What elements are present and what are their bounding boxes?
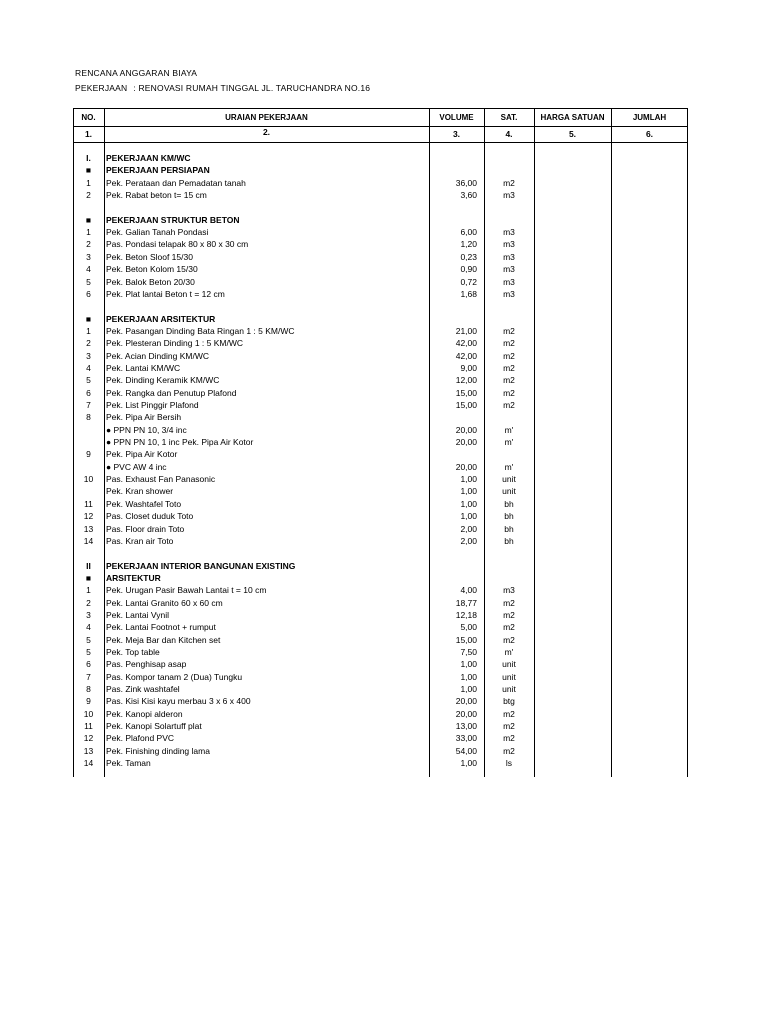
table-row xyxy=(73,238,688,250)
table-row xyxy=(73,300,688,312)
table-row xyxy=(73,473,688,485)
row-number: 10 xyxy=(83,474,94,485)
table-row xyxy=(73,374,688,386)
row-description: Pek. Top table xyxy=(106,647,160,657)
row-unit: m3 xyxy=(503,276,515,287)
table-row xyxy=(73,177,688,189)
row-unit: m' xyxy=(504,424,514,435)
row-description: Pas. Zink washtafel xyxy=(106,684,180,695)
table-row xyxy=(73,498,688,510)
row-number: 11 xyxy=(84,721,93,732)
project-line xyxy=(75,83,370,93)
row-volume: 0,90 xyxy=(460,264,477,275)
row-description: Pas. Penghisap asap xyxy=(106,659,187,670)
row-description: PEKERJAAN KM/WC xyxy=(106,153,191,163)
col-header-volume: VOLUME xyxy=(439,113,474,122)
table-row xyxy=(73,214,688,226)
row-number: 6 xyxy=(86,288,91,299)
row-description: ● PPN PN 10, 1 inc Pek. Pipa Air Kotor xyxy=(106,437,254,448)
row-unit: m' xyxy=(504,437,514,448)
table-row xyxy=(73,226,688,238)
row-description: Pek. Pasangan Dinding Bata Ringan 1 : 5 KM/WC xyxy=(106,325,295,336)
row-description: Pek. Plafond PVC xyxy=(106,733,175,744)
col-number-uraian: 2. xyxy=(262,127,271,137)
row-volume: 36,00 xyxy=(455,177,477,188)
table-row xyxy=(73,350,688,362)
table-row xyxy=(73,424,688,436)
row-unit: unit xyxy=(502,671,516,682)
table-row xyxy=(73,745,688,757)
row-description: Pek. Galian Tanah Pondasi xyxy=(106,227,209,238)
row-unit: m2 xyxy=(503,622,515,633)
table-row xyxy=(73,584,688,596)
table-row xyxy=(73,276,688,288)
row-description: Pek. Kanopi alderon xyxy=(106,708,183,719)
row-number: 5 xyxy=(86,634,91,645)
row-unit: m3 xyxy=(503,288,515,299)
row-unit: m2 xyxy=(503,325,515,336)
row-volume: 20,00 xyxy=(455,708,477,719)
col-header-jumlah: JUMLAH xyxy=(632,113,667,122)
row-description: Pek. Kanopi Solartuff plat xyxy=(106,721,202,732)
row-description: Pek. Beton Sloof 15/30 xyxy=(106,251,193,262)
row-number: 8 xyxy=(86,684,91,695)
row-unit: m2 xyxy=(503,708,515,719)
row-volume: 1,00 xyxy=(460,474,477,485)
col-number-volume: 3. xyxy=(452,129,461,139)
row-description: PEKERJAAN PERSIAPAN xyxy=(106,165,210,176)
table-row xyxy=(73,448,688,460)
row-unit: ls xyxy=(505,758,513,769)
row-unit: m2 xyxy=(503,609,515,620)
row-description: Pek. Acian Dinding KM/WC xyxy=(106,350,209,361)
row-number: 7 xyxy=(86,400,91,410)
row-description: Pek. Lantai KM/WC xyxy=(106,362,181,373)
row-unit: m3 xyxy=(503,585,515,596)
row-number: 5 xyxy=(86,276,91,287)
row-unit: unit xyxy=(502,659,516,670)
row-number: 5 xyxy=(86,647,91,657)
row-description: Pek. Beton Kolom 15/30 xyxy=(106,264,198,275)
table-row xyxy=(73,164,688,176)
row-number: 4 xyxy=(86,362,91,373)
row-unit: m2 xyxy=(503,177,515,188)
table-row xyxy=(73,436,688,448)
row-volume: 1,00 xyxy=(460,659,477,670)
row-number: 4 xyxy=(86,264,91,275)
row-volume: 15,00 xyxy=(455,400,477,410)
row-number: 12 xyxy=(83,733,94,744)
row-volume: 1,00 xyxy=(460,758,477,769)
row-unit: m' xyxy=(504,461,514,472)
row-unit: bh xyxy=(504,498,514,509)
row-number: 3 xyxy=(86,251,91,262)
table-row xyxy=(73,337,688,349)
row-description: Pek. Kran shower xyxy=(106,486,174,497)
row-volume: 2,00 xyxy=(460,535,477,546)
row-description: Pek. Urugan Pasir Bawah Lantai t = 10 cm xyxy=(106,585,267,596)
row-number: 8 xyxy=(86,412,91,423)
table-row xyxy=(73,547,688,559)
col-header-sat: SAT. xyxy=(500,113,518,122)
col-number-jumlah: 6. xyxy=(645,129,654,139)
row-description: Pas. Kisi Kisi kayu merbau 3 x 6 x 400 xyxy=(106,696,251,707)
table-row xyxy=(73,732,688,744)
row-unit: m2 xyxy=(503,350,515,361)
row-volume: 2,00 xyxy=(460,523,477,534)
table-row xyxy=(73,708,688,720)
table-row xyxy=(73,510,688,522)
row-description: ● PVC AW 4 inc xyxy=(106,461,167,472)
row-description: Pas. Kran air Toto xyxy=(106,535,174,546)
row-volume: 4,00 xyxy=(460,585,477,596)
row-unit: m3 xyxy=(503,251,515,262)
table-row xyxy=(73,671,688,683)
row-volume: 1,00 xyxy=(460,684,477,695)
row-description: Pek. Washtafel Toto xyxy=(106,498,182,509)
row-unit: m3 xyxy=(503,227,515,238)
row-description: Pek. Lantai Granito 60 x 60 cm xyxy=(106,597,223,608)
table-row xyxy=(73,634,688,646)
row-description: Pas. Kompor tanam 2 (Dua) Tungku xyxy=(106,671,243,682)
row-number: 9 xyxy=(86,449,91,460)
row-volume: 20,00 xyxy=(455,461,477,472)
row-unit: m2 xyxy=(503,634,515,645)
row-unit: m2 xyxy=(503,721,515,732)
row-number: 12 xyxy=(83,511,94,522)
row-unit: btg xyxy=(503,696,515,707)
row-description: PEKERJAAN STRUKTUR BETON xyxy=(106,214,240,225)
row-number: 4 xyxy=(86,622,91,633)
row-description: Pek. Rabat beton t= 15 cm xyxy=(106,190,207,201)
document-title: RENCANA ANGGARAN BIAYA xyxy=(75,68,198,78)
row-number: 2 xyxy=(86,190,91,201)
row-number: 3 xyxy=(86,609,91,620)
row-volume: 15,00 xyxy=(455,387,477,398)
row-unit: m2 xyxy=(503,362,515,373)
project-label: PEKERJAAN xyxy=(75,83,128,93)
row-volume: 18,77 xyxy=(455,597,477,608)
row-description: Pek. Lantai Footnot + rumput xyxy=(106,622,216,633)
row-description: Pek. Plat lantai Beton t = 12 cm xyxy=(106,288,225,299)
row-number: 6 xyxy=(86,387,91,398)
row-description: Pek. Pipa Air Bersih xyxy=(106,412,182,423)
table-row xyxy=(73,362,688,374)
table-row xyxy=(73,720,688,732)
table-row xyxy=(73,399,688,411)
table-row xyxy=(73,325,688,337)
row-volume: 1,68 xyxy=(460,288,477,299)
row-number: 2 xyxy=(86,338,91,349)
row-number: ■ xyxy=(85,313,92,324)
row-volume: 12,18 xyxy=(455,609,477,620)
row-volume: 20,00 xyxy=(455,696,477,707)
row-volume: 0,72 xyxy=(460,276,477,287)
table-row xyxy=(73,560,688,572)
row-description: ARSITEKTUR xyxy=(106,572,161,583)
row-unit: m2 xyxy=(503,400,515,410)
row-description: Pek. Lantai Vynil xyxy=(106,609,169,620)
row-number: II xyxy=(86,560,91,571)
row-description: ● PPN PN 10, 3/4 inc xyxy=(106,424,187,435)
col-header-harga: HARGA SATUAN xyxy=(540,113,605,122)
table-row xyxy=(73,695,688,707)
row-volume: 5,00 xyxy=(460,622,477,633)
row-number: ■ xyxy=(85,572,92,583)
row-number: 6 xyxy=(86,659,91,670)
row-volume: 1,20 xyxy=(460,239,477,250)
row-number: 2 xyxy=(86,597,91,608)
table-row xyxy=(73,263,688,275)
table-row xyxy=(73,683,688,695)
row-description: Pas. Closet duduk Toto xyxy=(106,511,194,522)
table-row xyxy=(73,757,688,769)
row-description: Pek. Dinding Keramik KM/WC xyxy=(106,375,220,386)
table-row xyxy=(73,288,688,300)
row-volume: 13,00 xyxy=(455,721,477,732)
row-description: Pek. List Pinggir Plafond xyxy=(106,400,199,410)
row-description: Pas. Floor drain Toto xyxy=(106,523,185,534)
row-unit: m3 xyxy=(503,264,515,275)
row-number: 7 xyxy=(86,671,91,682)
row-volume: 1,00 xyxy=(460,498,477,509)
row-number: 13 xyxy=(83,745,94,756)
table-row xyxy=(73,609,688,621)
table-row xyxy=(73,535,688,547)
row-description: Pek. Balok Beton 20/30 xyxy=(106,276,195,287)
row-number: ■ xyxy=(85,214,92,225)
row-unit: bh xyxy=(504,523,514,534)
row-number: 5 xyxy=(86,375,91,386)
row-volume: 15,00 xyxy=(455,634,477,645)
table-row xyxy=(73,411,688,423)
row-description: Pek. Plesteran Dinding 1 : 5 KM/WC xyxy=(106,338,244,349)
row-volume: 0,23 xyxy=(460,251,477,262)
row-description: PEKERJAAN ARSITEKTUR xyxy=(106,313,216,324)
row-volume: 12,00 xyxy=(455,375,477,386)
row-number: ■ xyxy=(85,165,92,176)
col-number-sat: 4. xyxy=(505,129,513,139)
row-unit: m3 xyxy=(503,190,515,201)
row-number: 13 xyxy=(83,523,94,534)
row-unit: m2 xyxy=(503,745,515,756)
row-number: I. xyxy=(86,153,91,163)
row-unit: unit xyxy=(502,486,516,497)
col-header-uraian: URAIAN PEKERJAAN xyxy=(225,113,308,122)
row-volume: 20,00 xyxy=(455,424,477,435)
row-description: Pek. Pipa Air Kotor xyxy=(106,449,178,460)
row-description: Pas. Pondasi telapak 80 x 80 x 30 cm xyxy=(106,239,249,250)
row-number: 1 xyxy=(86,325,91,336)
row-unit: m3 xyxy=(503,239,515,250)
row-number: 1 xyxy=(86,227,91,238)
row-description: Pek. Meja Bar dan Kitchen set xyxy=(106,634,221,645)
row-number: 9 xyxy=(86,696,91,707)
row-description: Pek. Finishing dinding lama xyxy=(106,745,210,756)
row-description: Pek. Rangka dan Penutup Plafond xyxy=(106,387,237,398)
number-row-divider xyxy=(73,142,688,143)
row-description: Pek. Perataan dan Pemadatan tanah xyxy=(106,177,246,188)
project-value: : RENOVASI RUMAH TINGGAL JL. TARUCHANDRA NO.16 xyxy=(133,83,371,93)
row-unit: m' xyxy=(504,647,514,657)
row-volume: 42,00 xyxy=(455,350,477,361)
row-volume: 9,00 xyxy=(460,362,477,373)
table-row xyxy=(73,201,688,213)
table-row xyxy=(73,251,688,263)
row-volume: 42,00 xyxy=(455,338,477,349)
row-number: 14 xyxy=(83,758,94,769)
table-row xyxy=(73,646,688,658)
row-unit: m2 xyxy=(503,338,515,349)
row-number: 2 xyxy=(86,239,91,250)
row-volume: 1,00 xyxy=(460,671,477,682)
row-volume: 33,00 xyxy=(455,733,477,744)
row-description: Pek. Taman xyxy=(106,758,151,769)
row-unit: bh xyxy=(504,535,514,546)
row-unit: bh xyxy=(504,511,514,522)
table-row xyxy=(73,621,688,633)
col-number-harga: 5. xyxy=(568,129,577,139)
table-row xyxy=(73,461,688,473)
row-volume: 20,00 xyxy=(455,437,477,448)
row-unit: m2 xyxy=(503,597,515,608)
table-row xyxy=(73,597,688,609)
row-number: 14 xyxy=(83,535,94,546)
row-volume: 1,00 xyxy=(460,486,477,497)
row-number: 10 xyxy=(83,708,94,719)
table-row xyxy=(73,658,688,670)
row-volume: 7,50 xyxy=(460,647,477,657)
row-unit: m2 xyxy=(503,375,515,386)
row-volume: 21,00 xyxy=(455,325,477,336)
col-number-no: 1. xyxy=(84,129,93,139)
row-description: PEKERJAAN INTERIOR BANGUNAN EXISTING xyxy=(106,560,296,571)
row-number: 1 xyxy=(86,585,91,596)
row-description: Pas. Exhaust Fan Panasonic xyxy=(106,474,216,485)
table-row xyxy=(73,313,688,325)
row-volume: 6,00 xyxy=(460,227,477,238)
row-number: 11 xyxy=(84,498,93,509)
row-unit: unit xyxy=(502,474,516,485)
table-row xyxy=(73,572,688,584)
table-row xyxy=(73,152,688,164)
row-volume: 54,00 xyxy=(455,745,477,756)
table-row xyxy=(73,485,688,497)
row-volume: 3,60 xyxy=(460,190,477,201)
table-row xyxy=(73,189,688,201)
row-number: 1 xyxy=(86,177,91,188)
row-number: 3 xyxy=(86,350,91,361)
row-unit: unit xyxy=(502,684,516,695)
row-unit: m2 xyxy=(503,387,515,398)
table-row xyxy=(73,523,688,535)
row-volume: 1,00 xyxy=(460,511,477,522)
col-header-no: NO. xyxy=(81,113,96,122)
table-row xyxy=(73,387,688,399)
row-unit: m2 xyxy=(503,733,515,744)
